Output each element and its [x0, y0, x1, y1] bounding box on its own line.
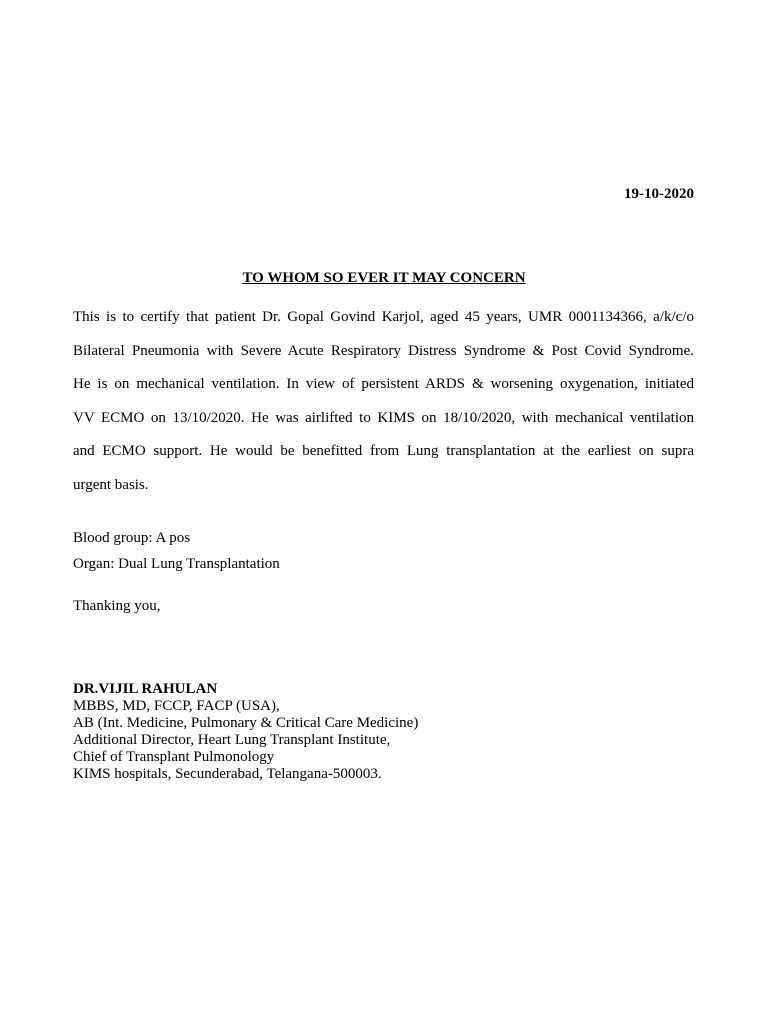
- letter-body: [73, 301, 694, 503]
- doctor-name: DR.VIJIL RAHULAN: [73, 681, 218, 697]
- body-line: urgent basis.: [73, 476, 149, 493]
- body-line: VV ECMO on 13/10/2020. He was airlifted to KIMS on 18/10/2020, with mechanical ventilation: [73, 409, 694, 426]
- body-line: This is to certify that patient Dr. Gopal Govind Karjol, aged 45 years, UMR 0001134366, a/k/c/o: [73, 309, 694, 325]
- letter-date: 19-10-2020: [624, 186, 694, 202]
- doctor-board: AB (Int. Medicine, Pulmonary & Critical Care Medicine): [73, 715, 419, 731]
- signature-block: [73, 681, 418, 783]
- hospital-address: KIMS hospitals, Secunderabad, Telangana-500003.: [73, 766, 382, 782]
- doctor-qualifications: MBBS, MD, FCCP, FACP (USA),: [73, 698, 280, 714]
- body-line: He is on mechanical ventilation. In view of persistent ARDS & worsening oxygenation, initiated: [73, 376, 694, 393]
- blood-group: Blood group: A pos: [73, 530, 191, 546]
- doctor-position: Additional Director, Heart Lung Transplant Institute,: [73, 732, 391, 748]
- organ-required: Organ: Dual Lung Transplantation: [73, 556, 280, 572]
- closing-text: Thanking you,: [73, 598, 161, 614]
- doctor-role: Chief of Transplant Pulmonology: [73, 749, 275, 765]
- body-line: Bilateral Pneumonia with Severe Acute Respiratory Distress Syndrome & Post Covid Syndrome.: [73, 342, 694, 359]
- body-line: and ECMO support. He would be benefitted from Lung transplantation at the earliest on supra: [73, 443, 694, 460]
- letter-heading: TO WHOM SO EVER IT MAY CONCERN: [242, 270, 526, 286]
